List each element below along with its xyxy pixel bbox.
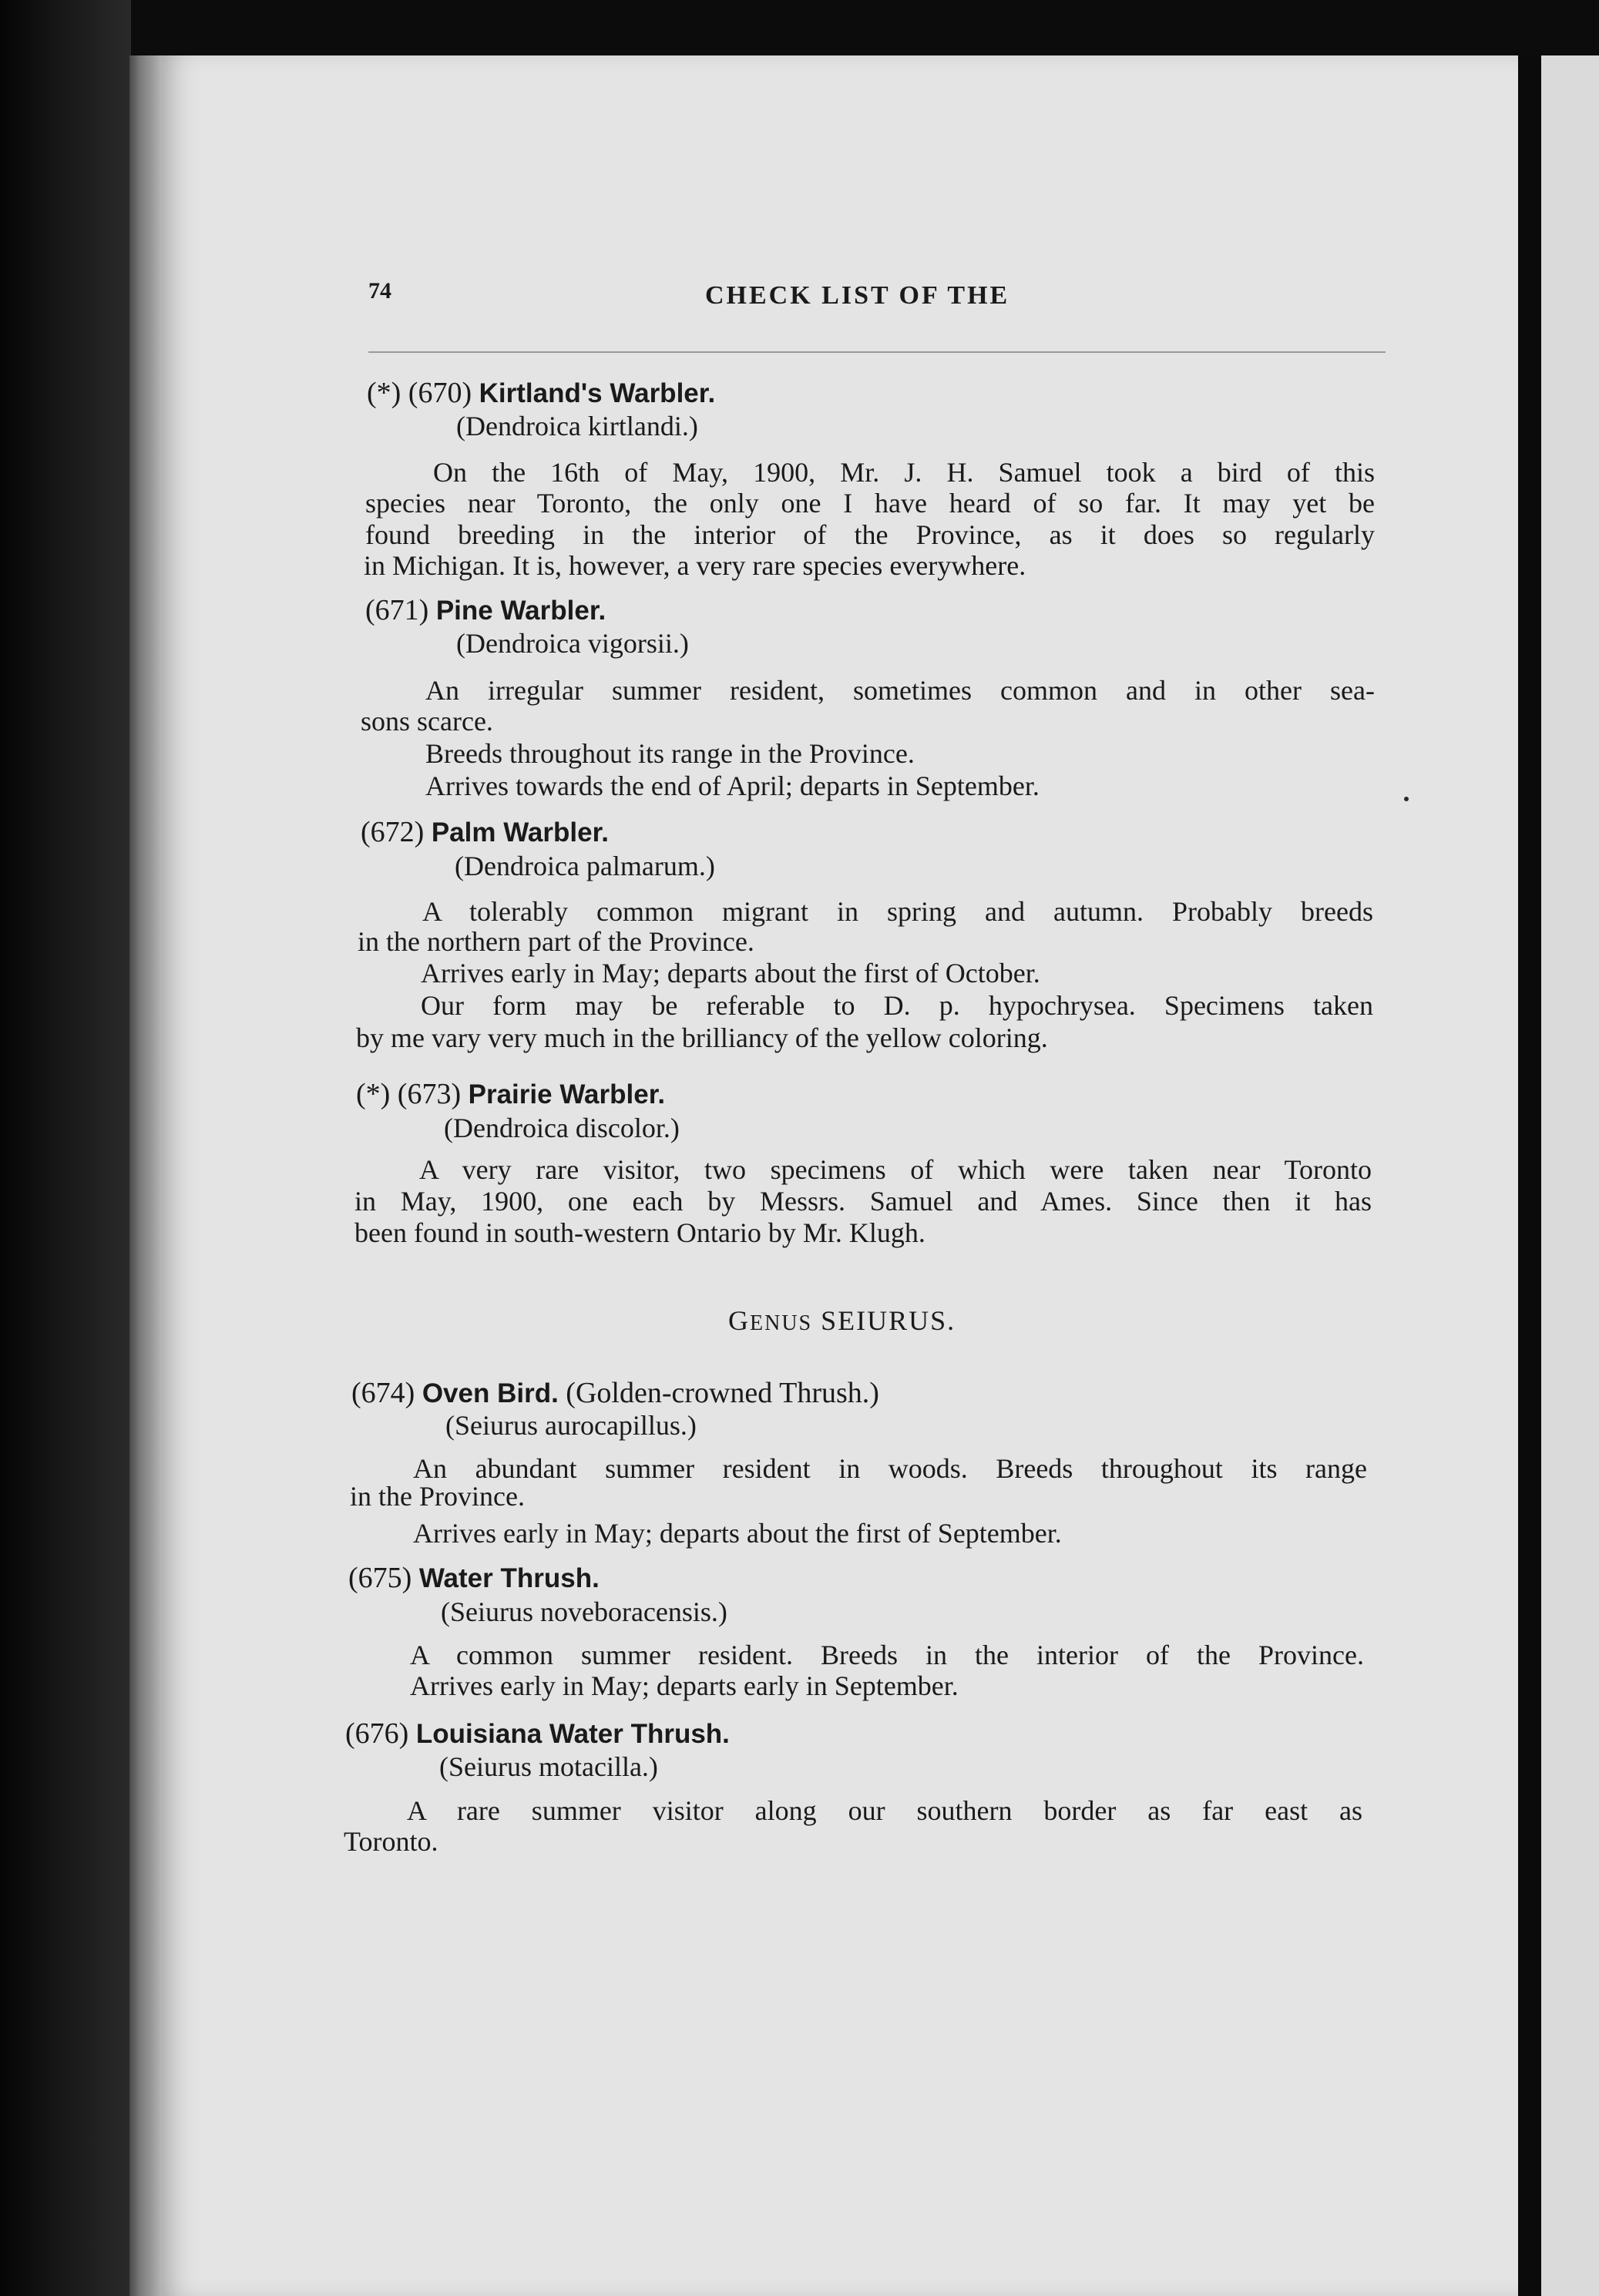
body-line: in the northern part of the Province.: [358, 926, 754, 957]
scientific-name: (Dendroica kirtlandi.): [456, 411, 698, 441]
scientific-name: (Seiurus noveboracensis.): [441, 1596, 727, 1627]
species-name: Kirtland's Warbler.: [479, 378, 716, 408]
entry-heading: (*) (670) Kirtland's Warbler.: [367, 377, 716, 409]
body-line: A tolerably common migrant in spring and autumn. Probably breeds: [422, 896, 1373, 927]
body-line: in May, 1900, one each by Messrs. Samuel and Ames. Since then it has: [354, 1186, 1372, 1217]
scientific-name: (Dendroica palmarum.): [455, 851, 715, 881]
body-line: Arrives towards the end of April; departs in September.: [425, 770, 1040, 801]
body-line: Arrives early in May; departs early in September.: [410, 1670, 959, 1701]
entry-heading: (*) (673) Prairie Warbler.: [356, 1078, 666, 1110]
species-name: Oven Bird.: [422, 1378, 559, 1408]
entry-heading: (672) Palm Warbler.: [361, 816, 609, 848]
body-line: Our form may be referable to D. p. hypochrysea. Specimens taken: [421, 990, 1373, 1021]
body-line: Breeds throughout its range in the Province.: [425, 738, 915, 769]
body-line: been found in south-western Ontario by Mr. Klugh.: [354, 1217, 925, 1248]
page-number: 74: [368, 278, 391, 304]
book-spine: [129, 55, 162, 2296]
entry-heading: (675) Water Thrush.: [348, 1562, 600, 1594]
body-line: A rare summer visitor along our southern border as far east as: [407, 1795, 1362, 1826]
body-line: A very rare visitor, two specimens of which were taken near Toronto: [419, 1154, 1372, 1185]
scan-left-border: [0, 0, 131, 2296]
body-line: A common summer resident. Breeds in the interior of the Province.: [410, 1640, 1364, 1670]
body-line: in the Province.: [350, 1481, 525, 1512]
genus-heading: GENUS SEIURUS.: [728, 1305, 956, 1336]
entry-heading: (674) Oven Bird. (Golden-crowned Thrush.): [351, 1377, 879, 1409]
body-line: in Michigan. It is, however, a very rare species everywhere.: [364, 550, 1026, 581]
body-line: species near Toronto, the only one I have heard of so far. It may yet be: [365, 488, 1375, 519]
scientific-name: (Dendroica discolor.): [444, 1113, 680, 1143]
body-line: Toronto.: [344, 1826, 438, 1857]
body-line: by me vary very much in the brilliancy of the yellow coloring.: [356, 1022, 1048, 1053]
species-name: Louisiana Water Thrush.: [415, 1719, 730, 1749]
running-header: CHECK LIST OF THE: [705, 281, 1010, 310]
body-line: An abundant summer resident in woods. Breeds throughout its range: [413, 1453, 1367, 1484]
body-line: An irregular summer resident, sometimes common and in other sea-: [425, 675, 1375, 706]
scientific-name: (Dendroica vigorsii.): [456, 628, 689, 659]
species-name: Palm Warbler.: [431, 817, 609, 848]
header-rule: [368, 351, 1386, 353]
body-line: Arrives early in May; departs about the first of September.: [413, 1518, 1062, 1549]
body-line: sons scarce.: [361, 706, 493, 737]
scientific-name: (Seiurus aurocapillus.): [445, 1410, 697, 1441]
body-line: On the 16th of May, 1900, Mr. J. H. Samuel took a bird of this: [433, 457, 1375, 488]
species-name: Water Thrush.: [418, 1563, 600, 1593]
entry-heading: (671) Pine Warbler.: [365, 594, 606, 626]
species-name: Pine Warbler.: [435, 596, 606, 626]
print-speck: [1404, 797, 1409, 801]
facing-page-edge: [1541, 55, 1599, 2296]
entry-heading: (676) Louisiana Water Thrush.: [345, 1717, 730, 1750]
species-name: Prairie Warbler.: [468, 1079, 666, 1109]
body-line: Arrives early in May; departs about the first of October.: [421, 958, 1040, 989]
scientific-name: (Seiurus motacilla.): [439, 1751, 658, 1782]
scan-top-border: [0, 0, 1599, 58]
body-line: found breeding in the interior of the Province, as it does so regularly: [365, 519, 1375, 550]
